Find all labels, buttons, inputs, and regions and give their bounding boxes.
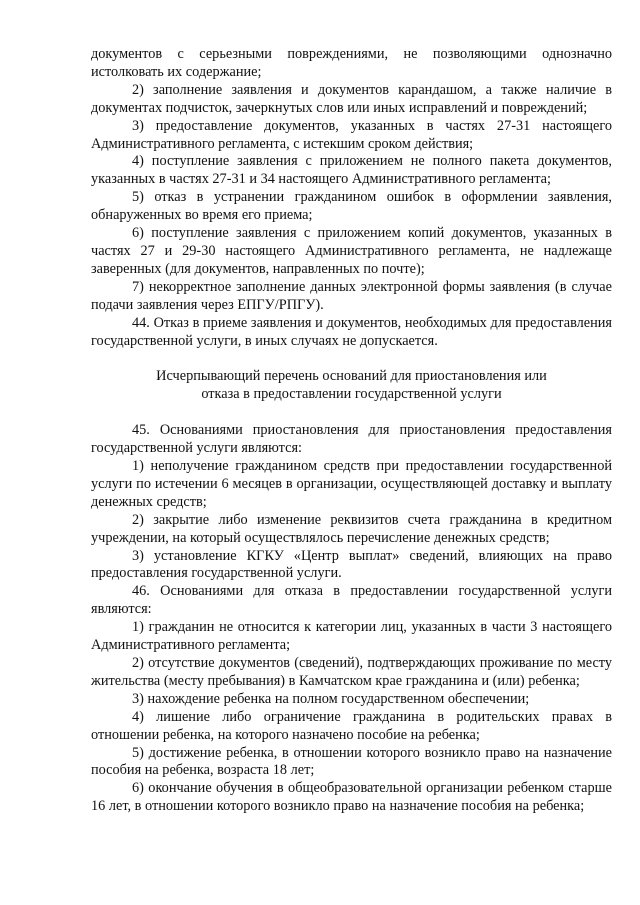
heading-line: отказа в предоставлении государственной услуги [201,386,502,403]
paragraph: 7) некорректное заполнение данных электронной формы заявления (в случае подачи заявления через ЕПГУ/РПГУ). [91,278,612,313]
paragraph: 6) окончание обучения в общеобразовательной организации ребенком старше 16 лет, в отношении которого возникло право на назначение пособия на ребенка; [91,780,612,815]
paragraph: 46. Основаниями для отказа в предоставлении государственной услуги являются: [91,583,612,618]
paragraph: 6) поступление заявления с приложением копий документов, указанных в частях 27 и 29-30 настоящего Административного регламента, не надлежаще заверенных (для документов, направленных по почте); [91,225,612,277]
paragraph: 2) заполнение заявления и документов карандашом, а также наличие в документах подчисток, зачеркнутых слов или иных исправлений и повреждений; [91,81,612,116]
paragraph: 4) лишение либо ограничение гражданина в родительских правах в отношении ребенка, на которого назначено пособие на ребенка; [91,708,612,743]
paragraph: 45. Основаниями приостановления для приостановления предоставления государственной услуги являются: [91,422,612,457]
paragraph: 3) установление КГКУ «Центр выплат» сведений, влияющих на право предоставления государственной услуги. [91,547,612,582]
paragraph: 3) предоставление документов, указанных в частях 27-31 настоящего Административного регламента, с истекшим сроком действия; [91,117,612,152]
paragraph: документов с серьезными повреждениями, не позволяющими однозначно истолковать их содержание; [91,46,612,80]
paragraph: 4) поступление заявления с приложением не полного пакета документов, указанных в частях 27-31 и 34 настоящего Административного регламента; [91,153,612,188]
paragraph: 2) отсутствие документов (сведений), подтверждающих проживание по месту жительства (месту пребывания) в Камчатском крае гражданина и (или) ребенка; [91,655,612,689]
paragraphs-bottom [91,422,612,816]
paragraph: 2) закрытие либо изменение реквизитов счета гражданина в кредитном учреждении, на который осуществлялось перечисление денежных средств; [91,511,612,546]
paragraph: 5) отказ в устранении гражданином ошибок в оформлении заявления, обнаруженных во время его приема; [91,189,612,224]
paragraph: 44. Отказ в приеме заявления и документов, необходимых для предоставления государственной услуги, в иных случаях не допускается. [91,314,612,349]
paragraph: 1) неполучение гражданином средств при предоставлении государственной услуги по истечении 6 месяцев в организации, осуществляющей доставку и выплату денежных средств; [91,458,612,510]
section-heading [91,368,612,404]
paragraph: 1) гражданин не относится к категории лиц, указанных в части 3 настоящего Административного регламента; [91,619,612,654]
paragraph: 5) достижение ребенка, в отношении которого возникло право на назначение пособия на ребенка, возраста 18 лет; [91,744,612,779]
heading-line: Исчерпывающий перечень оснований для приостановления или [156,368,547,385]
paragraphs-top [91,46,612,350]
paragraph: 3) нахождение ребенка на полном государственном обеспечении; [132,690,530,707]
